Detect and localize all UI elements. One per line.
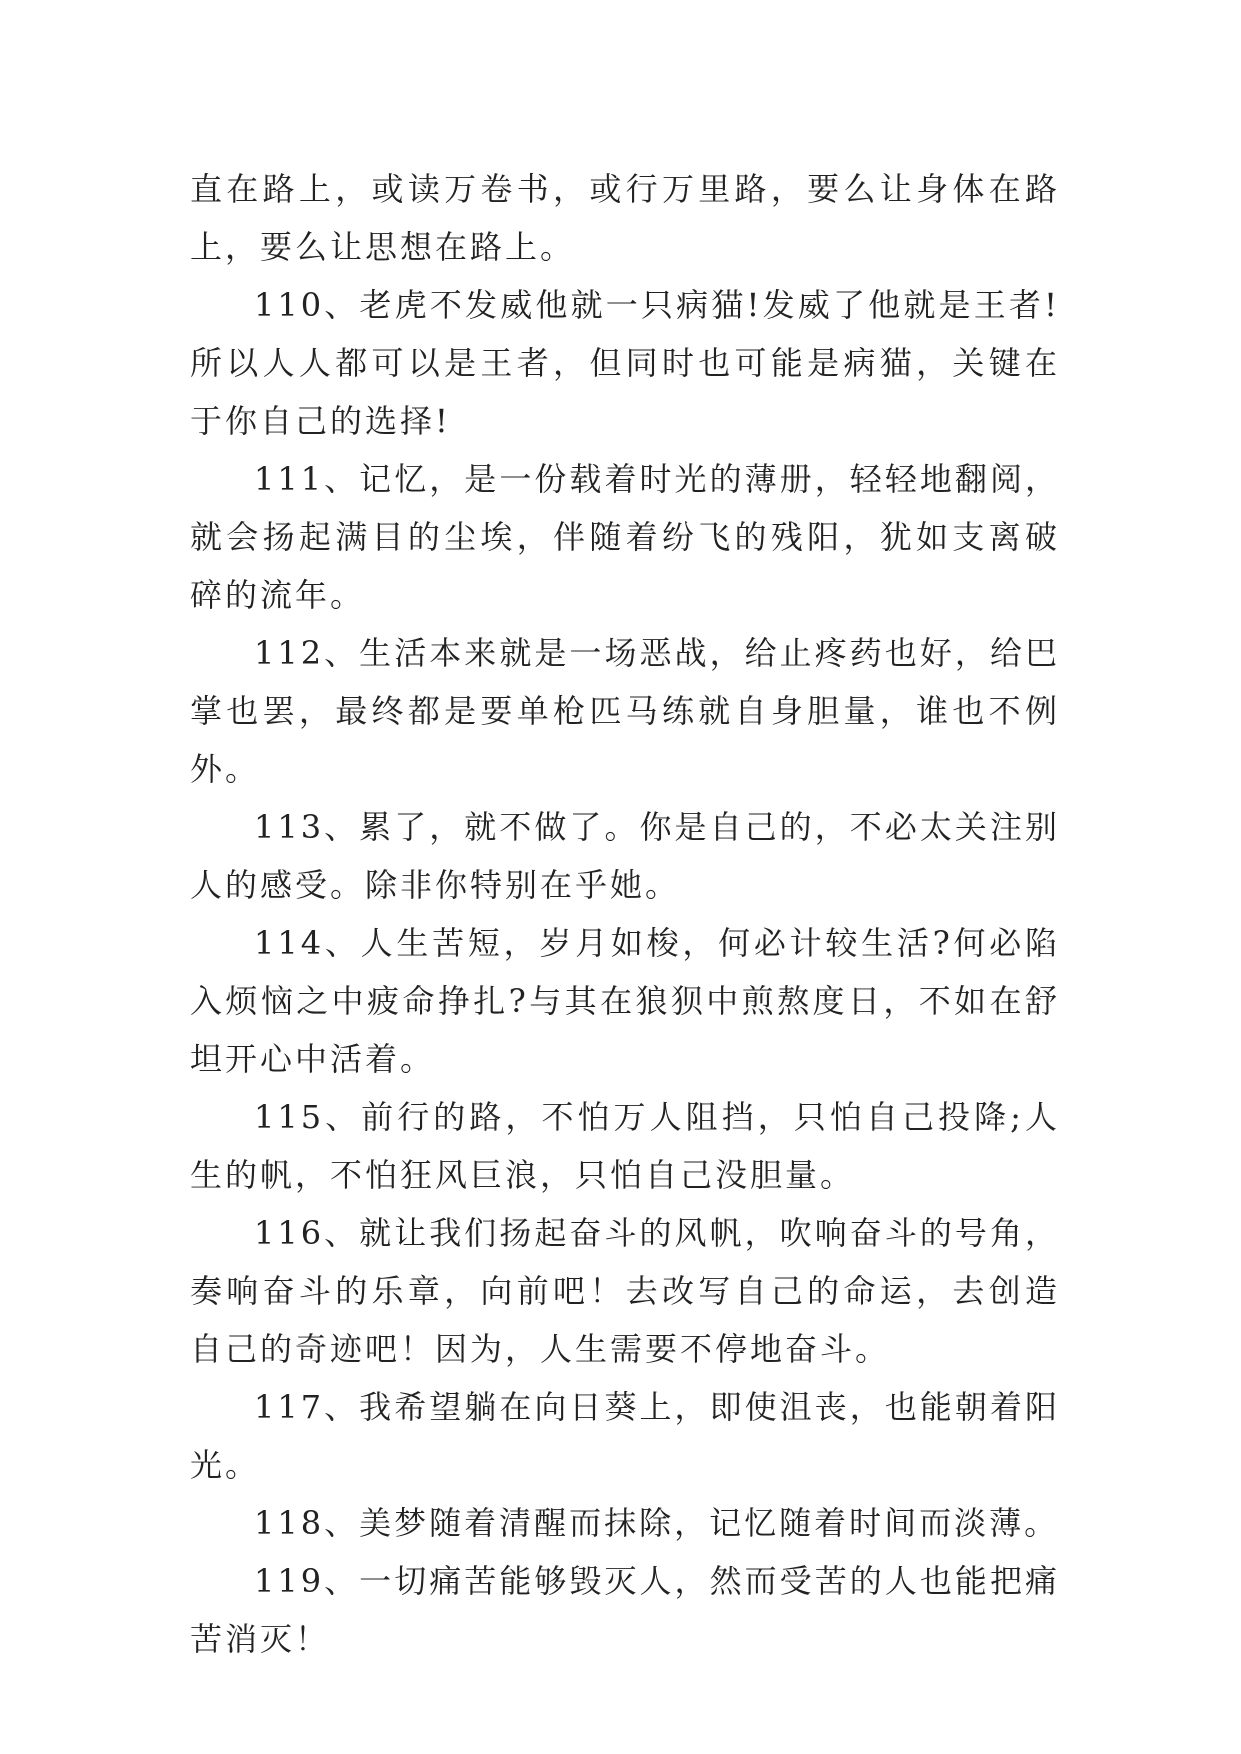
paragraph-112: 112、生活本来就是一场恶战，给止疼药也好，给巴掌也罢，最终都是要单枪匹马练就自身胆量，谁也不例外。 (190, 634, 1060, 788)
paragraph-118: 118、美梦随着清醒而抹除，记忆随着时间而淡薄。 (254, 1504, 1060, 1542)
paragraph-continued: 直在路上，或读万卷书，或行万里路，要么让身体在路上，要么让思想在路上。 (190, 170, 1060, 266)
paragraph-116: 116、就让我们扬起奋斗的风帆，吹响奋斗的号角，奏响奋斗的乐章，向前吧！去改写自己的命运，去创造自己的奇迹吧！因为，人生需要不停地奋斗。 (190, 1214, 1060, 1368)
paragraph-114: 114、人生苦短，岁月如梭，何必计较生活?何必陷入烦恼之中疲命挣扎?与其在狼狈中煎熬度日，不如在舒坦开心中活着。 (190, 924, 1060, 1078)
paragraph-119: 119、一切痛苦能够毁灭人，然而受苦的人也能把痛苦消灭！ (190, 1562, 1060, 1658)
document-body (190, 160, 1060, 1668)
paragraph-113: 113、累了，就不做了。你是自己的，不必太关注别人的感受。除非你特别在乎她。 (190, 808, 1060, 904)
paragraph-110: 110、老虎不发威他就一只病猫!发威了他就是王者!所以人人都可以是王者，但同时也可能是病猫，关键在于你自己的选择! (190, 286, 1060, 440)
paragraph-117: 117、我希望躺在向日葵上，即使沮丧，也能朝着阳光。 (190, 1388, 1060, 1484)
paragraph-115: 115、前行的路，不怕万人阻挡，只怕自己投降;人生的帆，不怕狂风巨浪，只怕自己没胆量。 (190, 1098, 1060, 1194)
paragraph-111: 111、记忆，是一份载着时光的薄册，轻轻地翻阅，就会扬起满目的尘埃，伴随着纷飞的残阳，犹如支离破碎的流年。 (190, 460, 1060, 614)
